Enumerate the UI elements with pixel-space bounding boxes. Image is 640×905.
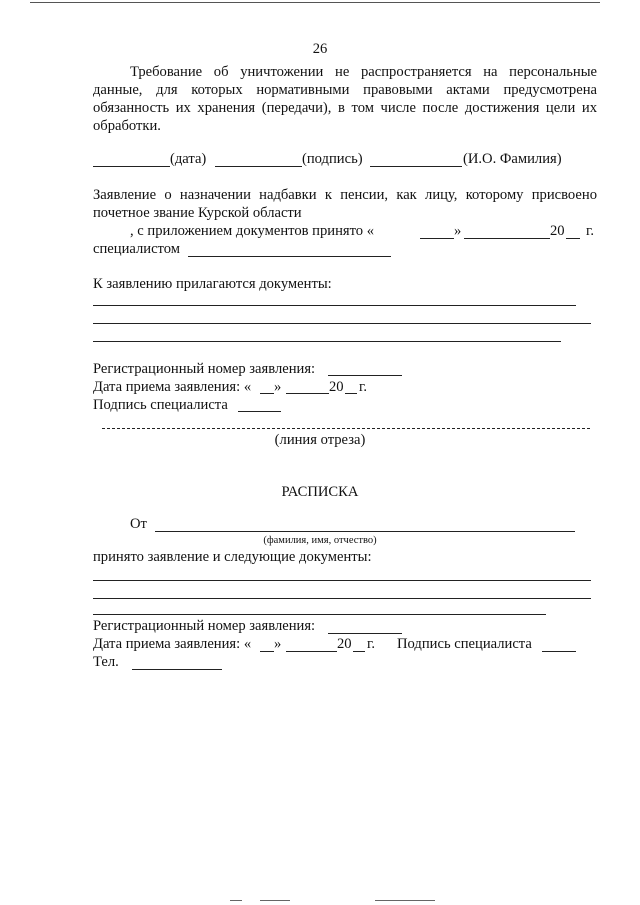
cut-line [102, 428, 590, 429]
attached-docs-line-2[interactable] [93, 323, 591, 324]
reg-date-year-blank[interactable] [345, 393, 357, 394]
receipt-date-quote-close: » [274, 636, 282, 652]
reg-date-month-blank[interactable] [286, 393, 329, 394]
requirement-line-3: обязанность их хранения (передачи), в том числе после достижения цели их [93, 100, 597, 116]
reg-number-blank[interactable] [328, 375, 402, 376]
receipt-docs-line-3[interactable] [93, 614, 546, 615]
receipt-reg-number-blank[interactable] [328, 633, 402, 634]
application-year-blank[interactable] [566, 238, 580, 239]
date-blank[interactable] [93, 166, 170, 167]
receipt-date-prefix: Дата приема заявления: « [93, 636, 252, 652]
receipt-signature-blank[interactable] [542, 651, 576, 652]
receipt-from-blank[interactable] [155, 531, 575, 532]
application-day-blank[interactable] [420, 238, 454, 239]
receipt-date-month-blank[interactable] [286, 651, 337, 652]
reg-date-day-blank[interactable] [260, 393, 274, 394]
attached-docs-line-1[interactable] [93, 305, 576, 306]
name-blank[interactable] [370, 166, 462, 167]
receipt-accepted-label: принято заявление и следующие документы: [93, 549, 372, 565]
receipt-fio-caption: (фамилия, имя, отчество) [263, 535, 377, 546]
signature-blank[interactable] [215, 166, 302, 167]
reg-signature-label: Подпись специалиста [93, 397, 228, 413]
application-line-3-prefix: , с приложением документов принято « [130, 223, 375, 239]
reg-number-label: Регистрационный номер заявления: [93, 361, 316, 377]
requirement-line-2: данные, для которых нормативными правовыми актами предусмотрена [93, 82, 597, 98]
application-year-prefix: 20 [550, 223, 565, 239]
receipt-docs-line-1[interactable] [93, 580, 591, 581]
receipt-phone-label: Тел. [93, 654, 119, 670]
cut-line-caption: (линия отреза) [274, 432, 366, 448]
receipt-title: РАСПИСКА [281, 484, 359, 500]
date-caption: (дата) [170, 151, 207, 167]
requirement-line-1: Требование об уничтожении не распространяется на персональные [130, 64, 597, 80]
top-border-line [30, 2, 600, 3]
reg-signature-blank[interactable] [238, 411, 281, 412]
receipt-phone-blank[interactable] [132, 669, 222, 670]
specialist-blank[interactable] [188, 256, 391, 257]
signature-caption: (подпись) [302, 151, 363, 167]
application-line-2: почетное звание Курской области [93, 205, 302, 221]
specialist-label: специалистом [93, 241, 180, 257]
receipt-date-year-blank[interactable] [353, 651, 365, 652]
receipt-signature-label: Подпись специалиста [397, 636, 532, 652]
receipt-date-day-blank[interactable] [260, 651, 274, 652]
reg-date-prefix: Дата приема заявления: « [93, 379, 252, 395]
name-caption: (И.О. Фамилия) [463, 151, 562, 167]
application-line-1: Заявление о назначении надбавки к пенсии, как лицу, которому присвоено [93, 187, 597, 203]
receipt-docs-line-2[interactable] [93, 598, 591, 599]
attached-docs-line-3[interactable] [93, 341, 561, 342]
reg-date-year: 20 [329, 379, 344, 395]
receipt-from-label: От [130, 516, 147, 532]
receipt-date-suffix: г. [367, 636, 375, 652]
application-year-suffix: г. [586, 223, 594, 239]
page-number: 26 [312, 41, 328, 57]
reg-date-quote-close: » [274, 379, 282, 395]
application-quote-close: » [454, 223, 462, 239]
application-month-blank[interactable] [464, 238, 550, 239]
attached-docs-label: К заявлению прилагаются документы: [93, 276, 332, 292]
receipt-reg-number-label: Регистрационный номер заявления: [93, 618, 316, 634]
reg-date-suffix: г. [359, 379, 367, 395]
requirement-line-4: обработки. [93, 118, 161, 134]
receipt-date-year: 20 [337, 636, 352, 652]
